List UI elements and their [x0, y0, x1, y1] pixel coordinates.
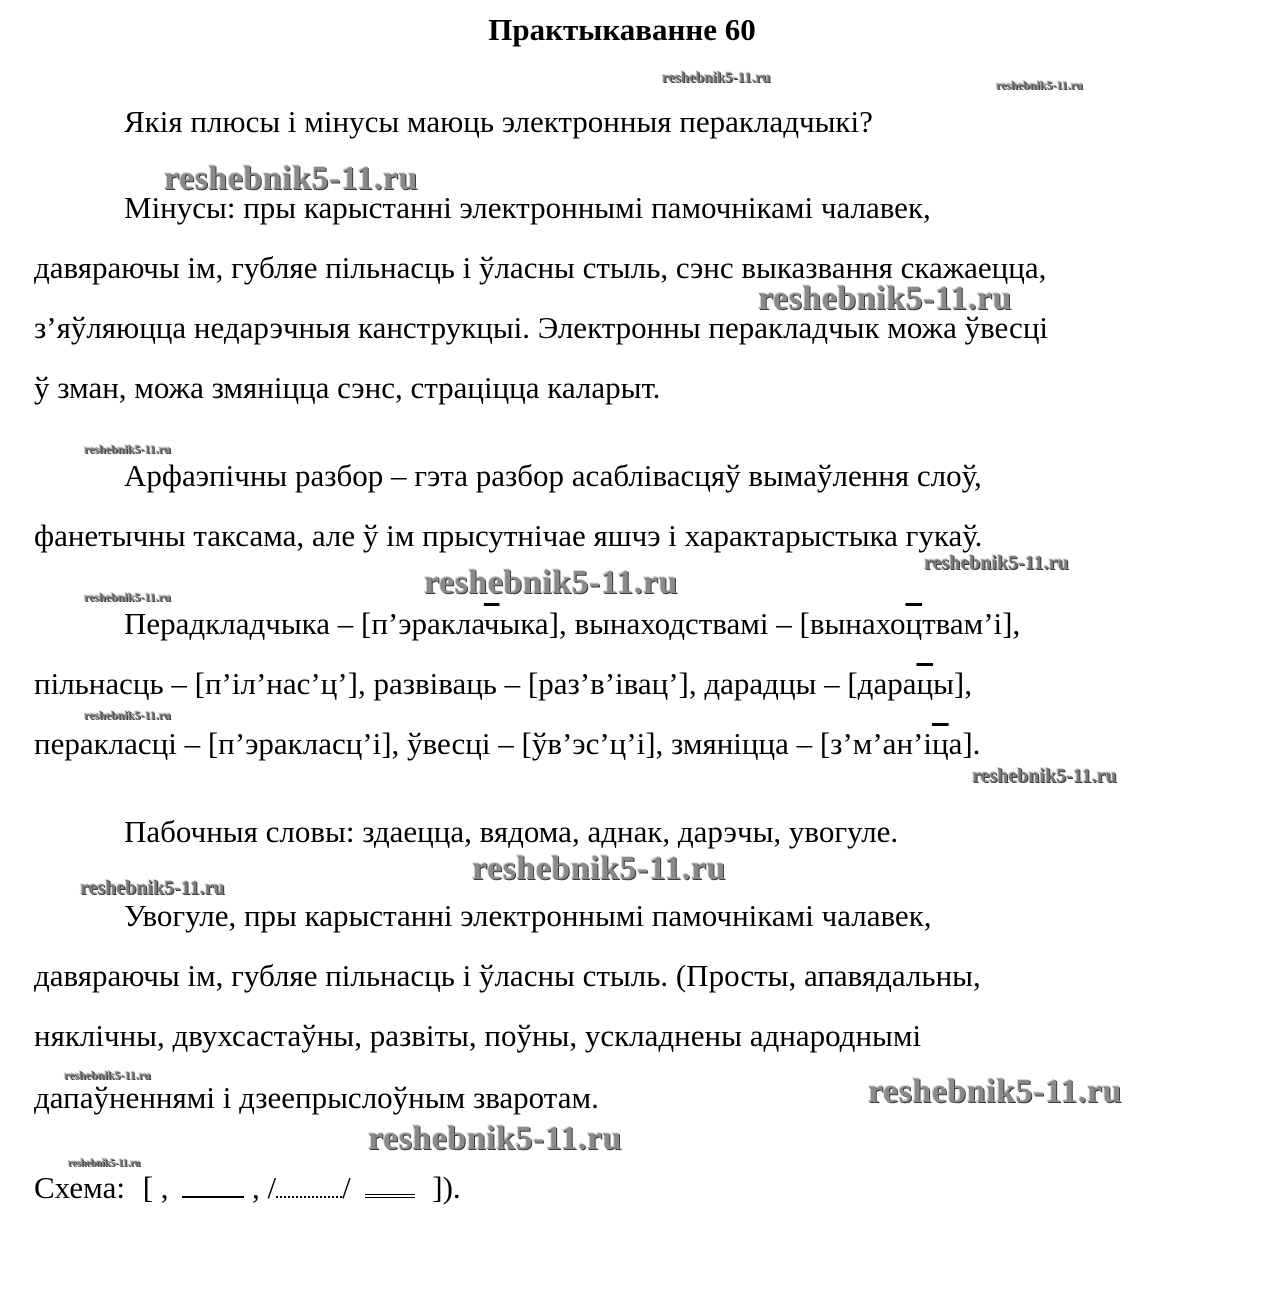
watermark: reshebnik5-11.ru [68, 1158, 141, 1169]
watermark: reshebnik5-11.ru [972, 765, 1117, 787]
transcription-text: ы], [933, 666, 972, 701]
text-line: Пабочныя словы: здаецца, вядома, аднак, дарэчы, увогуле. [124, 814, 899, 849]
text-line: Увогуле, пры карыстанні электроннымі памочнікамі чалавек, [124, 898, 932, 933]
scheme-comma: , [252, 1170, 260, 1205]
affricate-tie: ц [905, 606, 923, 641]
transcription-text: перакласці – [п’эракласц’і], ўвесці – [ўв’эс’ц’і], змяніцца – [з’м’ан’і [34, 726, 932, 761]
affricate-tie: ц [916, 666, 934, 701]
scheme-slash: / [267, 1170, 277, 1205]
transcription-text: ыка], вынаходствамі – [вынахо [499, 606, 906, 641]
transcription-line [34, 726, 980, 762]
text-line: давяраючы ім, губляе пільнасць і ўласны стыль. (Просты, апавядальны, [34, 958, 981, 993]
watermark: reshebnik5-11.ru [996, 78, 1083, 92]
text-line: давяраючы ім, губляе пільнасць і ўласны стыль, сэнс выказвання скажаецца, [34, 250, 1047, 285]
watermark: reshebnik5-11.ru [84, 708, 171, 722]
watermark: reshebnik5-11.ru [758, 280, 1012, 317]
affricate-tie: ц [931, 726, 949, 761]
watermark: reshebnik5-11.ru [64, 1068, 151, 1082]
transcription-text: твам’і], [922, 606, 1021, 641]
watermark: reshebnik5-11.ru [662, 70, 771, 86]
scheme-subject-underline [182, 1170, 244, 1198]
sentence-scheme [34, 1168, 461, 1206]
transcription-line [34, 666, 972, 702]
page-title: Практыкаванне 60 [488, 12, 756, 47]
scheme-bracket-open: [ , [142, 1170, 169, 1205]
watermark: reshebnik5-11.ru [84, 590, 171, 604]
transcription-line [124, 606, 1020, 642]
text-line: з’яўляюцца недарэчныя канструкцыі. Электронны перакладчык можа ўвесці [34, 310, 1049, 345]
watermark: reshebnik5-11.ru [164, 160, 418, 197]
scheme-label: Схема: [34, 1170, 125, 1205]
text-line: Арфаэпічны разбор – гэта разбор асаблівасцяў вымаўлення слоў, [124, 458, 982, 493]
scheme-predicate-underline [365, 1168, 415, 1198]
text-line: Мінусы: пры карыстанні электроннымі памочнікамі чалавек, [124, 190, 931, 225]
text-line: дапаўненнямі і дзеепрыслоўным зваротам. [34, 1080, 599, 1115]
transcription-text: пільнасць – [п’іл’нас’ц’], развіваць – [раз’в’івац’], дарадцы – [дара [34, 666, 917, 701]
scheme-adverbial-underline [276, 1170, 342, 1198]
watermark: reshebnik5-11.ru [472, 850, 726, 887]
watermark: reshebnik5-11.ru [424, 564, 678, 601]
text-line: фанетычны таксама, але ў ім прысутнічае яшчэ і характарыстыка гукаў. [34, 518, 983, 553]
watermark: reshebnik5-11.ru [84, 442, 171, 456]
watermark: reshebnik5-11.ru [80, 877, 225, 899]
affricate-tie: ч [483, 606, 500, 641]
text-line: няклічны, двухсастаўны, развіты, поўны, ускладнены аднароднымі [34, 1018, 922, 1053]
watermark: reshebnik5-11.ru [868, 1073, 1122, 1110]
watermark: reshebnik5-11.ru [924, 552, 1069, 574]
scheme-slash: / [342, 1170, 351, 1205]
transcription-text: Перадкладчыка – [п’эракла [124, 606, 484, 641]
watermark: reshebnik5-11.ru [368, 1120, 622, 1157]
transcription-text: а]. [948, 726, 981, 761]
scheme-bracket-close: ]). [432, 1170, 461, 1205]
text-line: ў зман, можа змяніцца сэнс, страціцца каларыт. [34, 370, 661, 405]
question-line: Якія плюсы і мінусы маюць электронныя перакладчыкі? [124, 104, 873, 139]
